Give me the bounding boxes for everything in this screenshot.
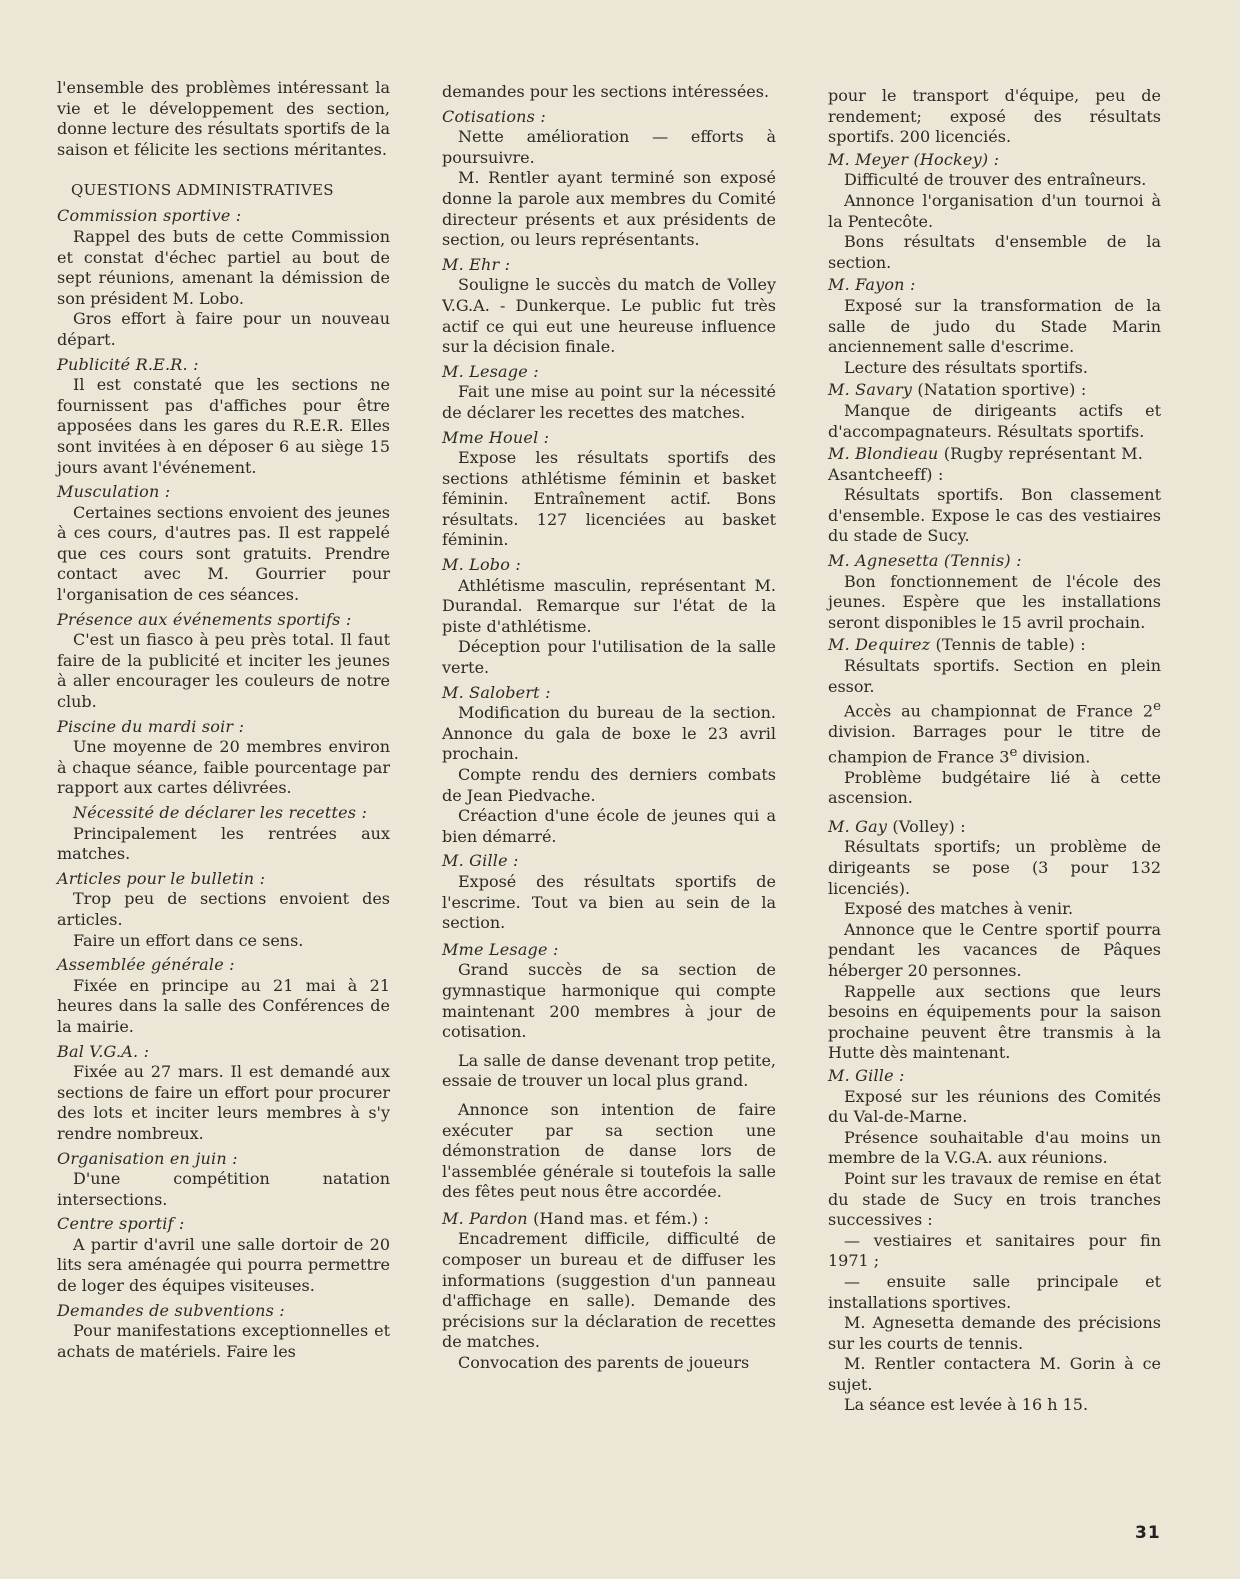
dash-item: — vestiaires et sanitaires pour fin 1971 ; — [828, 1230, 1161, 1271]
paragraph: Fixée au 27 mars. Il est demandé aux sections de faire un effort pour procurer des lots et inciter leurs membres à s'y rendre nombreux. — [57, 1062, 390, 1143]
heading-detail: (Volley) : — [887, 816, 966, 836]
paragraph: La salle de danse devenant trop petite, essaie de trouver un local plus grand. — [442, 1050, 776, 1091]
paragraph: Rappel des buts de cette Commission et constat d'échec partiel au bout de sept réunions, amenant la démission de son président M. Lobo. — [57, 226, 390, 308]
paragraph: Compte rendu des derniers combats de Jean Piedvache. — [442, 765, 776, 805]
paragraph: Problème budgétaire lié à cette ascension. — [828, 767, 1161, 808]
section-heading: Commission sportive : — [57, 206, 242, 226]
heading-m-blondieau — [828, 444, 1161, 485]
paragraph: Expose les résultats sportifs des sections athlétisme féminin et basket féminin. Entraînement actif. Bons résultats. 127 licenciées au basket féminin. — [442, 448, 776, 550]
paragraph: Lecture des résultats sportifs. — [844, 357, 1088, 377]
heading-detail: (Rugby représentant M. Asantcheeff) : — [828, 444, 1144, 484]
heading-mme-lesage: Mme Lesage : — [442, 939, 559, 959]
heading-detail: (Natation sportive) : — [912, 380, 1087, 400]
paragraph: Souligne le succès du match de Volley V.G.A. - Dunkerque. Le public fut très actif ce qui eut une heureuse influence sur la décision finale. — [442, 275, 776, 357]
paragraph: Convocation des parents de joueurs — [458, 1353, 750, 1373]
heading-name: M. Blondieau — [828, 444, 939, 464]
heading-name: M. Savary — [828, 380, 913, 400]
heading-m-lobo: M. Lobo : — [442, 555, 521, 575]
paragraph: Déception pour l'utilisation de la salle verte. — [442, 637, 776, 678]
continued-paragraph: demandes pour les sections intéressées. — [442, 82, 770, 101]
section-heading: Demandes de subventions : — [57, 1300, 285, 1320]
heading-m-savary — [828, 380, 1161, 401]
heading-m-gay — [828, 817, 1161, 838]
section-heading: Centre sportif : — [57, 1214, 185, 1234]
section-heading: Musculation : — [57, 482, 171, 502]
paragraph: Bon fonctionnement de l'école des jeunes. Espère que les installations seront disponibles le 15 avril prochain. — [828, 571, 1161, 632]
section-title: QUESTIONS ADMINISTRATIVES — [71, 181, 334, 200]
section-heading: Bal V.G.A. : — [57, 1041, 150, 1061]
paragraph: M. Agnesetta demande des précisions sur les courts de tennis. — [828, 1313, 1161, 1353]
text-fragment: division. — [1017, 747, 1091, 767]
column-3 — [828, 86, 1161, 1416]
heading-m-fayon: M. Fayon : — [828, 275, 916, 295]
section-heading: Organisation en juin : — [57, 1148, 238, 1168]
paragraph: Athlétisme masculin, représentant M. Durandal. Remarque sur l'état de la piste d'athlétisme. — [442, 575, 776, 636]
paragraph: Fixée en principe au 21 mai à 21 heures dans la salle des Conférences de la mairie. — [57, 975, 390, 1036]
paragraph: Annonce l'organisation d'un tournoi à la Pentecôte. — [828, 190, 1161, 231]
paragraph: Trop peu de sections envoient des articles. — [57, 889, 390, 929]
section-heading: Publicité R.E.R. : — [57, 354, 199, 374]
paragraph: Encadrement difficile, difficulté de composer un bureau et de diffuser les informations (suggestion d'un panneau d'affichage en salle). Demande des précisions sur la déclaration de recettes de matches. — [442, 1229, 776, 1352]
paragraph: Créaction d'une école de jeunes qui a bien démarré. — [442, 806, 776, 846]
heading-name: M. Pardon — [442, 1208, 528, 1228]
superscript: e — [1153, 699, 1161, 715]
continued-paragraph: pour le transport d'équipe, peu de rendement; exposé des résultats sportifs. 200 licenciés. — [828, 86, 1161, 147]
paragraph: C'est un fiasco à peu près total. Il faut faire de la publicité et inciter les jeunes à aller encourager les couleurs de notre club. — [57, 630, 390, 712]
heading-m-meyer: M. Meyer (Hockey) : — [828, 149, 1000, 169]
paragraph: M. Rentler ayant terminé son exposé donne la parole aux membres du Comité directeur présents et aux présidents de section, ou leurs représentants. — [442, 168, 776, 250]
paragraph: Exposé sur la transformation de la salle de judo du Stade Marin anciennement salle d'escrime. — [828, 295, 1161, 357]
superscript: e — [1009, 744, 1018, 760]
paragraph: Exposé sur les réunions des Comités du Val-de-Marne. — [828, 1086, 1161, 1127]
paragraph: A partir d'avril une salle dortoir de 20 lits sera aménagée qui pourra permettre de loger des équipes visiteuses. — [57, 1234, 390, 1296]
paragraph: Manque de dirigeants actifs et d'accompagnateurs. Résultats sportifs. — [828, 400, 1161, 441]
paragraph: La séance est levée à 16 h 15. — [844, 1395, 1089, 1415]
heading-m-gille: M. Gille : — [828, 1065, 905, 1085]
page-number: 31 — [1135, 1523, 1161, 1543]
section-heading: Assemblée générale : — [57, 955, 235, 975]
paragraph: Il est constaté que les sections ne fournissent pas d'affiches pour être apposées dans les gares du R.E.R. Elles sont invitées à en déposer 6 au siège 15 jours avant l'événement. — [57, 375, 390, 477]
paragraph: Une moyenne de 20 membres environ à chaque séance, faible pourcentage par rapport aux cartes délivrées. — [57, 737, 390, 798]
paragraph: Grand succès de sa section de gymnastique harmonique qui compte maintenant 200 membres à jour de cotisation. — [442, 960, 776, 1042]
text-fragment: division. Barrages pour le titre de champion de France 3 — [828, 722, 1161, 767]
intro-paragraph: l'ensemble des problèmes intéressant la vie et le développement des section, donne lecture des résultats sportifs de la saison et félicite les sections méritantes. — [57, 78, 390, 159]
paragraph: D'une compétition natation intersections. — [57, 1169, 390, 1209]
paragraph-championship — [828, 697, 1161, 767]
column-1-blocks — [57, 206, 390, 1362]
paragraph: Pour manifestations exceptionnelles et achats de matériels. Faire les — [57, 1321, 390, 1361]
paragraph: Gros effort à faire pour un nouveau départ. — [57, 309, 390, 349]
heading-m-salobert: M. Salobert : — [442, 682, 551, 702]
heading-detail: (Hand mas. et fém.) : — [527, 1208, 710, 1228]
heading-detail: (Tennis de table) : — [930, 635, 1086, 655]
heading-m-dequirez — [828, 635, 1161, 656]
section-heading: Nécessité de déclarer les recettes : — [73, 803, 368, 822]
paragraph: Présence souhaitable d'au moins un membre de la V.G.A. aux réunions. — [828, 1127, 1161, 1168]
section-heading: Piscine du mardi soir : — [57, 716, 245, 736]
heading-name: M. Dequirez — [828, 635, 931, 655]
heading-mme-houel: Mme Houel : — [442, 427, 550, 447]
paragraph: Annonce que le Centre sportif pourra pendant les vacances de Pâques héberger 20 personnes. — [828, 919, 1161, 980]
heading-m-agnesetta: M. Agnesetta (Tennis) : — [828, 551, 1022, 571]
paragraph: Faire un effort dans ce sens. — [73, 930, 304, 950]
paragraph: Point sur les travaux de remise en état du stade de Sucy en trois tranches successives : — [828, 1168, 1161, 1230]
paragraph: Fait une mise au point sur la nécessité de déclarer les recettes des matches. — [442, 382, 776, 422]
heading-name: M. Gay — [828, 816, 888, 836]
paragraph: Résultats sportifs. Bon classement d'ensemble. Expose le cas des vestiaires du stade de Sucy. — [828, 485, 1161, 546]
paragraph: Difficulté de trouver des entraîneurs. — [844, 170, 1147, 190]
paragraph: Exposé des matches à venir. — [844, 899, 1074, 919]
heading-m-ehr: M. Ehr : — [442, 254, 511, 274]
paragraph: Modification du bureau de la section. Annonce du gala de boxe le 23 avril prochain. — [442, 703, 776, 764]
section-heading: Articles pour le bulletin : — [57, 868, 266, 888]
column-2 — [442, 82, 776, 1374]
paragraph: Principalement les rentrées aux matches. — [57, 823, 390, 864]
heading-cotisations: Cotisations : — [442, 106, 546, 126]
paragraph: Résultats sportifs. Section en plein essor. — [828, 656, 1161, 696]
column-1 — [57, 78, 390, 1362]
paragraph: Résultats sportifs; un problème de dirigeants se pose (3 pour 132 licenciés). — [828, 837, 1161, 898]
paragraph: M. Rentler contactera M. Gorin à ce sujet. — [828, 1354, 1161, 1394]
heading-m-pardon — [442, 1209, 776, 1230]
paragraph: Exposé des résultats sportifs de l'escrime. Tout va bien au sein de la section. — [442, 871, 776, 933]
heading-m-gille: M. Gille : — [442, 851, 519, 871]
paragraph: Annonce son intention de faire exécuter par sa section une démonstration de danse lors de l'assemblée générale si toutefois la salle des fêtes peut nous être accordée. — [442, 1099, 776, 1202]
paragraph: Bons résultats d'ensemble de la section. — [828, 232, 1161, 272]
heading-m-lesage: M. Lesage : — [442, 361, 539, 381]
paragraph: Rappelle aux sections que leurs besoins en équipements pour la saison prochaine peuvent être transmis à la Hutte dès maintenant. — [828, 981, 1161, 1063]
dash-item: — ensuite salle principale et installations sportives. — [828, 1271, 1161, 1312]
paragraph: Nette amélioration — efforts à poursuivre. — [442, 127, 776, 167]
text-fragment: Accès au championnat de France 2 — [844, 701, 1154, 721]
section-heading: Présence aux événements sportifs : — [57, 609, 352, 629]
paragraph: Certaines sections envoient des jeunes à ces cours, d'autres pas. Il est rappelé que ces cours sont gratuits. Prendre contact avec M. Gourrier pour l'organisation de ces séances. — [57, 502, 390, 605]
